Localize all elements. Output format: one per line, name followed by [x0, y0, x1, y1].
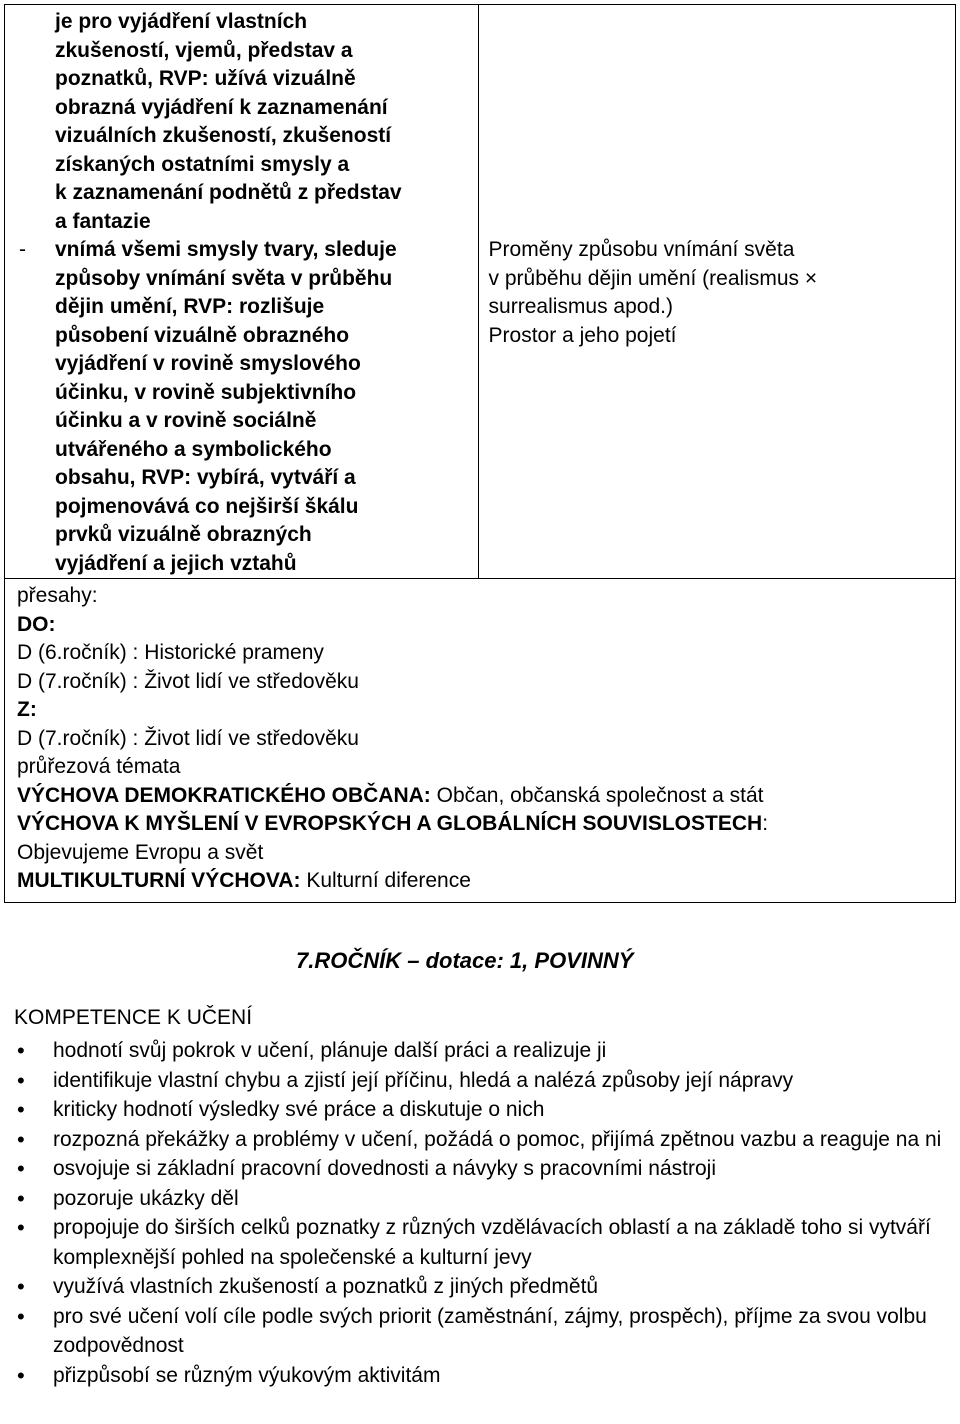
output-item: [19, 236, 478, 265]
list-item: • pozoruje ukázky děl: [0, 1184, 960, 1214]
list-item: • propojuje do širších celků poznatky z různých vzdělávacích oblastí a na základě toho si vytváří komplexnější pohled na společenské a kulturní jevy: [0, 1213, 960, 1272]
section-title: KOMPETENCE K UČENÍ: [14, 1006, 253, 1029]
output-line: je pro vyjádření vlastních: [55, 10, 308, 33]
output-line: prvků vizuálně obrazných: [55, 523, 312, 546]
output-line: zkušeností, vjemů, představ a: [55, 38, 353, 62]
output-line: k zaznamenání podnětů z představ: [55, 181, 402, 204]
do-item: D (7.ročník) : Život lidí ve středověku: [17, 669, 359, 693]
overlaps-cell: [5, 579, 956, 903]
overlaps-label: přesahy:: [17, 584, 98, 607]
output-line: a fantazie: [55, 209, 151, 233]
output-line: obsahu, RVP: vybírá, vytváří a: [55, 466, 356, 489]
output-line: pojmenovává co nejširší škálu: [55, 494, 359, 518]
list-item: • rozpozná překážky a problémy v učení, požádá o pomoc, přijímá zpětnou vazbu a reaguje na ni: [0, 1125, 960, 1155]
output-line: utvářeného a symbolického: [55, 437, 332, 461]
cross-topic-text: Objevujeme Evropu a svět: [17, 840, 264, 864]
cross-topic: [17, 810, 955, 839]
output-line: obrazná vyjádření k zaznamenání: [55, 95, 388, 119]
list-item: • kriticky hodnotí výsledky své práce a diskutuje o nich: [0, 1095, 960, 1125]
do-item: D (6.ročník) : Historické prameny: [17, 641, 324, 664]
list-item: • osvojuje si základní pracovní dovednosti a návyky s pracovními nástroji: [0, 1154, 960, 1184]
content-line: Prostor a jeho pojetí: [488, 323, 677, 347]
cross-topic-text: Občan, občanská společnost a stát: [430, 783, 764, 807]
grade-heading: 7.ROČNÍK – dotace: 1, POVINNÝ: [296, 948, 634, 973]
output-line: vyjádření v rovině smyslového: [55, 352, 361, 375]
list-item: • pro své učení volí cíle podle svých priorit (zaměstnání, zájmy, prospěch), příjme za svou volbu zodpovědnost: [0, 1302, 960, 1361]
cross-topic: [17, 782, 955, 811]
content-line: Proměny způsobu vnímání světa: [488, 238, 795, 261]
content-line: v průběhu dějin umění (realismus ×: [488, 266, 818, 290]
cross-topic: [17, 867, 955, 896]
cross-topic-name: VÝCHOVA DEMOKRATICKÉHO OBČANA:: [17, 783, 431, 807]
competence-list: [0, 1036, 960, 1390]
content-line: surrealismus apod.): [488, 295, 673, 318]
output-line: způsoby vnímání světa v průběhu: [55, 266, 393, 290]
cross-topic-name: VÝCHOVA K MYŠLENÍ V EVROPSKÝCH A GLOBÁLNÍCH SOUVISLOSTECH: [17, 812, 763, 835]
output-line: získaných ostatními smysly a: [55, 152, 350, 176]
output-line: dějin umění, RVP: rozlišuje: [55, 295, 325, 318]
output-line: účinku a v rovině sociálně: [55, 409, 317, 432]
outputs-cell: [5, 5, 479, 579]
dash-marker: -: [19, 238, 26, 261]
output-line: vyjádření a jejich vztahů: [55, 551, 297, 575]
list-item: • přizpůsobí se různým výukovým aktivitám: [0, 1361, 960, 1391]
outputs-list: [17, 8, 478, 578]
do-label: DO:: [17, 612, 56, 636]
cross-topic-text: :: [762, 812, 769, 835]
cross-topic-name: MULTIKULTURNÍ VÝCHOVA:: [17, 869, 301, 892]
content-cell: [478, 5, 955, 579]
cross-topic-text: Kulturní diference: [300, 869, 471, 892]
list-item: • hodnotí svůj pokrok v učení, plánuje další práci a realizuje ji: [0, 1036, 960, 1066]
z-label: Z:: [17, 698, 37, 721]
cross-topics-label: průřezová témata: [17, 755, 181, 778]
list-item: • identifikuje vlastní chybu a zjistí její příčinu, hledá a nalézá způsoby její nápravy: [0, 1066, 960, 1096]
output-line: účinku, v rovině subjektivního: [55, 380, 357, 404]
output-line: vnímá všemi smysly tvary, sleduje: [55, 238, 397, 261]
list-item: • využívá vlastních zkušeností a poznatků z jiných předmětů: [0, 1272, 960, 1302]
output-line: vizuálních zkušeností, zkušeností: [55, 124, 392, 147]
output-line: působení vizuálně obrazného: [55, 323, 350, 347]
curriculum-table: [4, 4, 956, 903]
z-item: D (7.ročník) : Život lidí ve středověku: [17, 726, 359, 750]
output-line: poznatků, RVP: užívá vizuálně: [55, 67, 356, 90]
